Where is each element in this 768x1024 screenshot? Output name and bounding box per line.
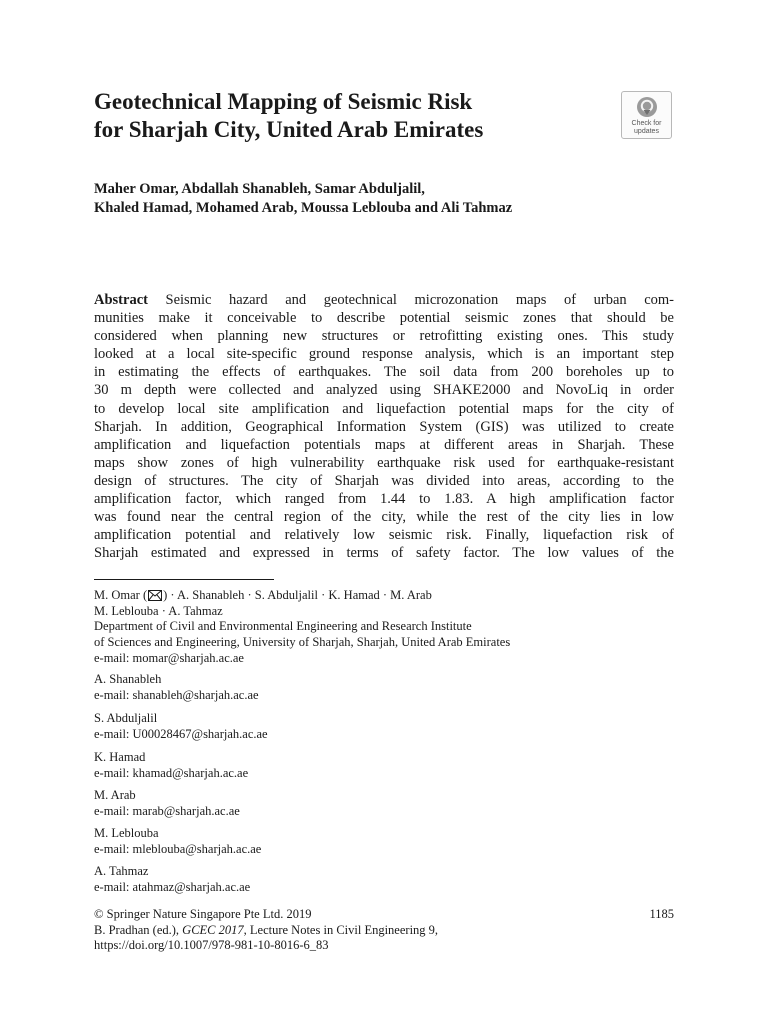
abstract-line: Sharjah estimated and expressed in terms of safety factor. The low values of the xyxy=(94,545,674,562)
contact-name: A. Tahmaz xyxy=(94,864,149,878)
title-line-1: Geotechnical Mapping of Seismic Risk xyxy=(94,89,473,114)
abstract-line xyxy=(94,291,674,309)
abstract xyxy=(94,291,674,562)
badge-label-line-1: Check for xyxy=(631,120,662,127)
abstract-line: maps show zones of high vulnerability earthquake risk used for earthquake-resistant xyxy=(94,454,674,471)
abstract-line: design of structures. The city of Sharjah was divided into areas, according to the xyxy=(94,472,674,489)
abstract-line: was found near the central region of the city, while the rest of the city lies in low xyxy=(94,509,674,526)
contact-entry xyxy=(94,826,694,857)
contact-entry xyxy=(94,864,694,895)
department-line-1: Department of Civil and Environmental Engineering and Research Institute xyxy=(94,619,472,634)
contact-email[interactable]: e-mail: U00028467@sharjah.ac.ae xyxy=(94,726,268,741)
abstract-line: looked at a local site-specific ground response analysis, which is an important step xyxy=(94,346,674,363)
page-number: 1185 xyxy=(649,907,674,921)
contact-name: K. Hamad xyxy=(94,750,146,764)
contact-name: M. Leblouba xyxy=(94,826,159,840)
title-line-2: for Sharjah City, United Arab Emirates xyxy=(94,117,484,142)
contact-email[interactable]: e-mail: shanableh@sharjah.ac.ae xyxy=(94,687,259,702)
contact-name: S. Abduljalil xyxy=(94,711,158,725)
doi-link[interactable]: https://doi.org/10.1007/978-981-10-8016-6_83 xyxy=(94,938,329,953)
abstract-line: considered when planning new structures or retrofitting existing ones. This study xyxy=(94,328,674,345)
author-line-1: Maher Omar, Abdallah Shanableh, Samar Abduljalil, xyxy=(94,181,425,197)
abstract-line: in estimating the effects of earthquakes. The soil data from 200 boreholes up to xyxy=(94,364,674,381)
contact-email[interactable]: e-mail: marab@sharjah.ac.ae xyxy=(94,803,240,818)
abstract-first-line: Seismic hazard and geotechnical microzonation maps of urban com- xyxy=(165,292,674,308)
abstract-line: 30 m depth were collected and analyzed using SHAKE2000 and NovoLiq in order xyxy=(94,382,674,399)
contact-email[interactable]: e-mail: khamad@sharjah.ac.ae xyxy=(94,765,249,780)
affiliation-authors-line-2: M. Leblouba · A. Tahmaz xyxy=(94,603,223,618)
contact-entry xyxy=(94,672,694,703)
affiliation-authors-line-1: M. Omar ( ) · A. Shanableh · S. Abduljalil · K. Hamad · M. Arab xyxy=(94,588,432,602)
abstract-line: to develop local site amplification and liquefaction potential maps for the city of xyxy=(94,400,674,417)
crossmark-icon xyxy=(636,96,658,118)
contact-entry xyxy=(94,711,694,742)
abstract-line: amplification factor, which ranged from 1.44 to 1.83. A high amplification factor xyxy=(94,491,674,508)
contact-entry xyxy=(94,788,694,819)
proceedings-name: GCEC 2017 xyxy=(182,922,244,937)
abstract-label: Abstract xyxy=(94,292,148,308)
author-line-2: Khaled Hamad, Mohamed Arab, Moussa Leblouba and Ali Tahmaz xyxy=(94,200,513,216)
abstract-line: amplification and liquefaction potentials maps at different areas in Sharjah. These xyxy=(94,436,674,453)
copyright-footer xyxy=(94,907,674,954)
footnote-divider xyxy=(94,579,274,580)
contact-email[interactable]: e-mail: atahmaz@sharjah.ac.ae xyxy=(94,879,251,894)
copyright-line: © Springer Nature Singapore Pte Ltd. 2019 xyxy=(94,907,312,921)
citation-line: B. Pradhan (ed.), GCEC 2017, Lecture Notes in Civil Engineering 9, xyxy=(94,922,439,937)
abstract-line: amplification potential and relatively low seismic risk. Finally, liquefaction risk of xyxy=(94,527,674,544)
contact-name: M. Arab xyxy=(94,788,136,802)
corresponding-email[interactable]: e-mail: momar@sharjah.ac.ae xyxy=(94,650,244,665)
abstract-line: munities make it conceivable to describe potential seismic zones that should be xyxy=(94,310,674,327)
contact-name: A. Shanableh xyxy=(94,672,162,686)
department-line-2: of Sciences and Engineering, University of Sharjah, Sharjah, United Arab Emirates xyxy=(94,635,511,650)
check-for-updates-badge[interactable] xyxy=(621,91,672,139)
contact-entry xyxy=(94,750,694,781)
author-list xyxy=(94,180,512,218)
envelope-icon[interactable] xyxy=(148,590,162,601)
abstract-line: Sharjah. In addition, Geographical Information System (GIS) was utilized to create xyxy=(94,418,674,435)
paper-title xyxy=(94,88,594,144)
badge-label-line-2: updates xyxy=(634,127,659,135)
contact-email[interactable]: e-mail: mleblouba@sharjah.ac.ae xyxy=(94,841,262,856)
affiliation-main xyxy=(94,588,694,667)
